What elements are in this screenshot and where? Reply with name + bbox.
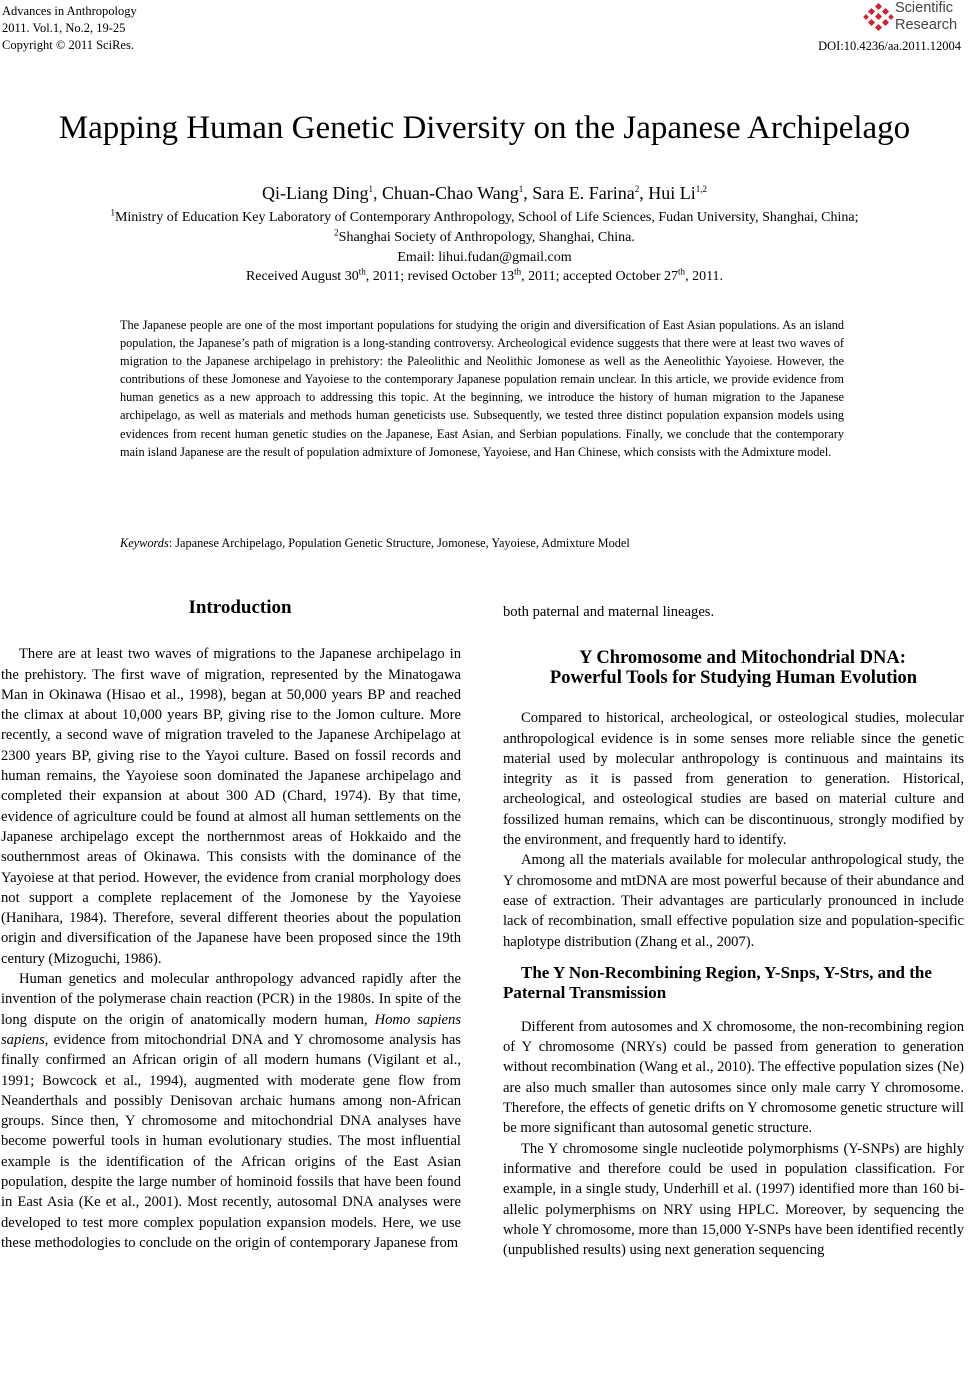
affiliation-2: $^2$Shanghai Society of Anthropology, Shanghai, China. bbox=[334, 227, 635, 245]
intro-paragraph-2: Human genetics and molecular anthropology advanced rapidly after the invention of the polymerase chain reaction (PCR) in the 1980s. In spite of the long dispute on the origin of anatomically modern human, Homo sapiens sapiens, evidence from mitochondrial DNA and Y chromosome analysis has finally confirmed an African origin of all modern humans (Vigilant et al., 1991; Bowcock et al., 1994), augmented with moderate gene flow from Neanderthals and possibly Denisovan archaic humans among non-African groups. Since then, Y chromosome and mitochondrial DNA analyses have become powerful tools in human evolutionary studies. The most influential example is the identification of the African origins of the East Asian population, despite the large number of hominoid fossils that have been found in East Asia (Ke et al., 2001). Most recently, autosomal DNA analyses were developed to test more complex population expansion models. Here, we use these methodologies to conclude on the origin of contemporary Japanese from bbox=[1, 971, 461, 1251]
keywords-text: : Japanese Archipelago, Population Genetic Structure, Jomonese, Yayoiese, Admixture Model bbox=[168, 536, 630, 550]
ychrom-paragraph-1: Compared to historical, archeological, or osteological studies, molecular anthropological evidence is in some senses more reliable since the genetic material used by molecular anthropology is continuous and maintains its integrity as it is passed from generation to generation. Historical, archeological, and osteological studies are based on material culture and fossilized human remains, which can be discontinuous, strongly modified by the environment, and frequently hard to identify. bbox=[503, 710, 964, 849]
section-heading-y-chromosome: Y Chromosome and Mitochondrial DNA: Powerful Tools for Studying Human Evolution bbox=[549, 648, 918, 689]
nry-paragraph-1: Different from autosomes and X chromosome, the non-recombining region of Y chromosome (NRYs) could be passed from generation to generation without recombination (Wang et al., 2010). The effective population sizes (Ne) are also much smaller than autosomes since only male carry Y chromosome. Therefore, the effects of genetic drifts on Y chromosome genetic structure will be more significant than autosomal genetic structure. bbox=[503, 1018, 964, 1137]
keywords bbox=[120, 536, 844, 551]
paragraph-continuation: both paternal and maternal lineages. bbox=[503, 604, 715, 620]
scientific-research-logo bbox=[863, 0, 963, 36]
right-column bbox=[503, 602, 964, 1260]
logo-diamond-icon bbox=[863, 3, 895, 33]
journal-volume: 2011. Vol.1, No.2, 19-25 bbox=[2, 21, 126, 35]
paper-title: Mapping Human Genetic Diversity on the Japanese Archipelago bbox=[58, 110, 911, 146]
ychrom-paragraph-2: Among all the materials available for molecular anthropological study, the Y chromosome and mtDNA are most powerful because of their abundance and ease of extraction. Their advantages are particularly pronounced in include lack of recombination, small effective population size and population-specific haplotype distribution (Zhang et al., 2007). bbox=[503, 852, 964, 950]
journal-name: Advances in Anthropology bbox=[2, 4, 137, 18]
abstract: The Japanese people are one of the most important populations for studying the origin and diversification of East Asian populations. As an island population, the Japanese’s path of migration is a long-standing controversy. Archeological evidence suggests that there were at least two waves of migration to the Japanese archipelago in prehistory: the Paleolithic and Neolithic Jomonese as well as the Aeneolithic Yayoiese. However, the contributions of these Jomonese and Yayoiese to the contemporary Japanese population remain unclear. In this article, we provide evidence from human genetics as a new approach to addressing this topic. At the beginning, we introduce the history of human migration to the Japanese archipelago, as well as materials and methods human geneticists use. Subsequently, we tested three distinct population expansion models using evidences from recent human genetic studies on the Japanese, East Asian, and Serbian populations. Finally, we conclude that the contemporary main island Japanese are the result of population admixture of Jomonese, Yayoiese, and Han Chinese, which consists with the Admixture model. bbox=[120, 318, 844, 459]
doi[interactable]: DOI:10.4236/aa.2011.12004 bbox=[818, 39, 961, 53]
left-column bbox=[1, 598, 461, 1253]
author-list: Qi-Liang Ding$^1$, Chuan-Chao Wang$^1$, Sara E. Farina$^2$, Hui Li$^{1,2}$ bbox=[262, 183, 707, 203]
intro-paragraph-1: There are at least two waves of migrations to the Japanese archipelago in the prehistory. The first wave of migration, represented by the Minatogawa Man in Okinawa (Hisao et al., 1998), began at 50,000 years BP and reached the climax at about 10,000 years BP, giving rise to the Jomon culture. More recently, a second wave of migration traveled to the Japanese Archipelago at 2300 years BP, giving rise to the Yayoi culture. Based on fossil records and human remains, the Yayoiese soon dominated the Japanese archipelago and completed their expansion at about 300 AD (Chard, 1974). By that time, evidence of agriculture could be found at almost all human settlements on the Japanese archipelago except the northernmost areas of Hokkaido and the southernmost areas of Okinawa. This consists with the dominance of the Yayoiese at that period. However, the evidence from cranial morphology does not support a complete replacement of the Jomonese by the Yayoiese (Hanihara, 1984). Therefore, several different theories about the population origin and diversification of the Japanese have been proposed since the 19th century (Mizoguchi, 1986). bbox=[1, 646, 461, 967]
logo-text: Scientific Research bbox=[895, 0, 958, 33]
received-dates: Received August 30th, 2011; revised October 13th, 2011; accepted October 27th, 2011. bbox=[245, 266, 724, 284]
author-email[interactable]: Email: lihui.fudan@gmail.com bbox=[397, 250, 572, 265]
nry-paragraph-2: The Y chromosome single nucleotide polymorphisms (Y-SNPs) are highly informative and therefore could be used in population classification. For example, in a single study, Underhill et al. (1997) identified more than 160 bi-allelic polymerphisms on NRY using HPLC. Moreover, by sequencing the whole Y chromosome, more than 15,000 Y-SNPs have been identified recently (unpublished results) using next generation sequencing bbox=[503, 1140, 964, 1259]
subsection-heading-nry: The Y Non-Recombining Region, Y-Snps, Y-Strs, and the Paternal Transmission bbox=[503, 962, 932, 1002]
journal-copyright: Copyright © 2011 SciRes. bbox=[2, 38, 134, 52]
journal-info bbox=[2, 3, 137, 54]
affiliation-1: $^1$Ministry of Education Key Laboratory of Contemporary Anthropology, School of Life Sciences, Fudan University, Shanghai, China; bbox=[110, 207, 859, 225]
keywords-label: Keywords bbox=[120, 536, 169, 550]
section-heading-introduction: Introduction bbox=[188, 597, 292, 618]
